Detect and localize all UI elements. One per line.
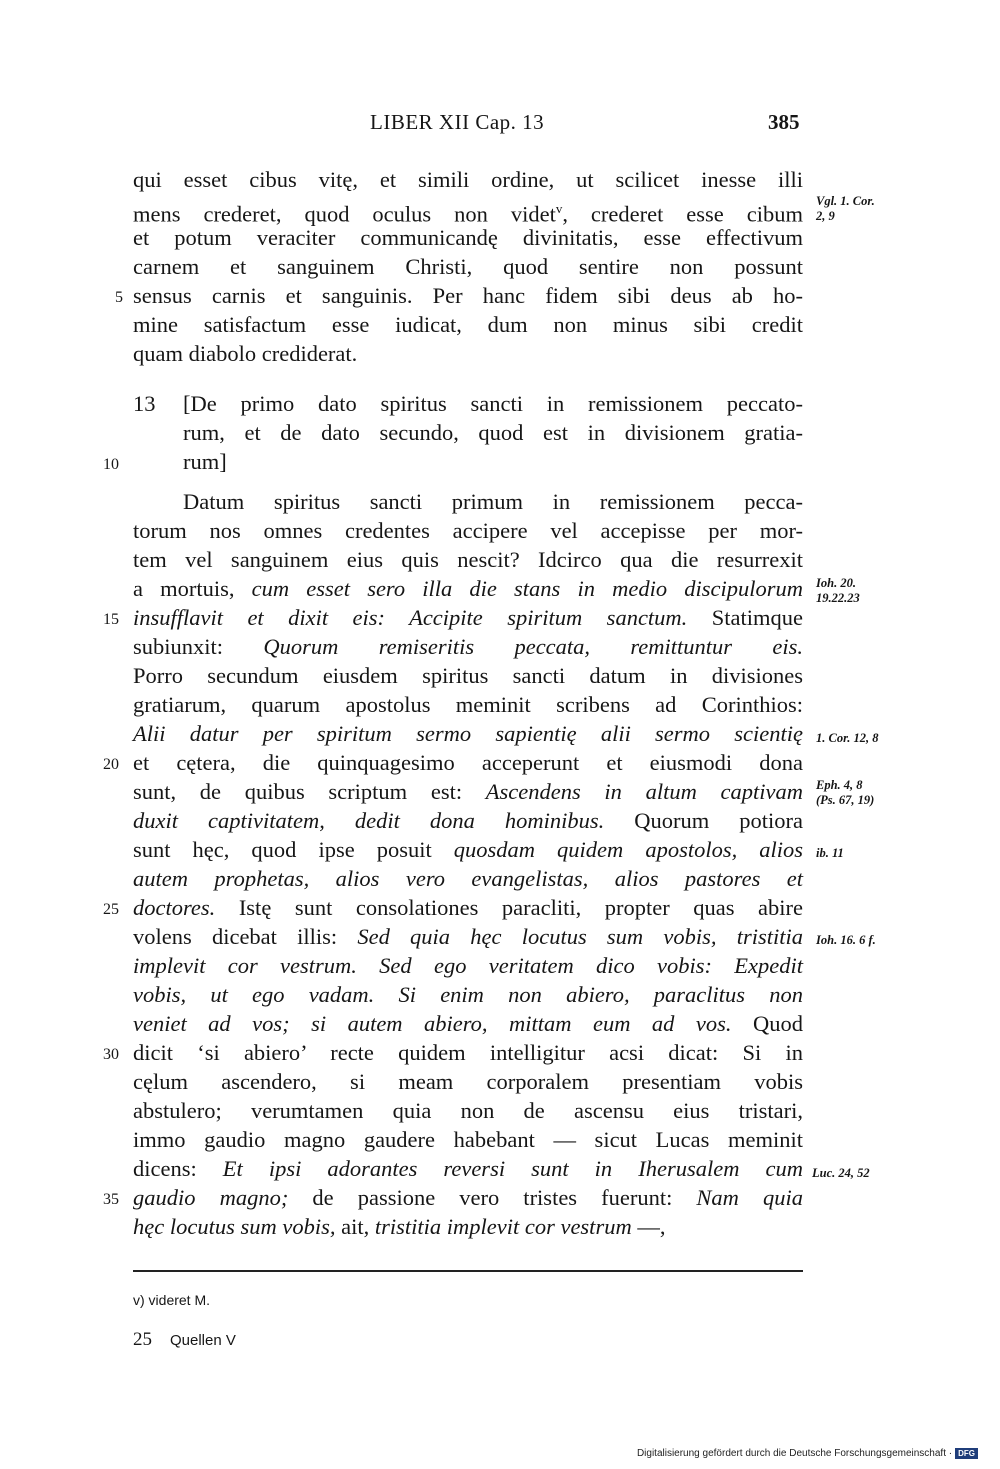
text-line: et cętera, die quinquagesimo acceperunt et eiusmodi dona <box>133 750 803 775</box>
margin-reference: Ioh. 20. 19.22.23 <box>816 576 860 605</box>
text-line: insufflavit et dixit eis: Accipite spiritum sanctum. Statimque <box>133 605 803 630</box>
text-line: quam diabolo crediderat. <box>133 341 358 366</box>
section-heading-line: rum] <box>183 449 227 474</box>
text-line: abstulero; verumtamen quia non de ascensu eius tristari, <box>133 1098 803 1123</box>
section-heading-line: [De primo dato spiritus sancti in remissionem peccato- <box>183 391 803 416</box>
text-line: mine satisfactum esse iudicat, dum non minus sibi credit <box>133 312 803 337</box>
margin-reference: 1. Cor. 12, 8 <box>816 731 879 745</box>
line-number: 20 <box>103 756 119 773</box>
text-line: doctores. Istę sunt consolationes paracliti, propter quas abire <box>133 895 803 920</box>
text-line: implevit cor vestrum. Sed ego veritatem dico vobis: Expedit <box>133 953 803 978</box>
section-number: 13 <box>133 391 156 416</box>
text-line: dicit ‘si abiero’ recte quidem intelligitur acsi dicat: Si in <box>133 1040 803 1065</box>
line-number: 30 <box>103 1046 119 1063</box>
text-line: volens dicebat illis: Sed quia hęc locutus sum vobis, tristitia <box>133 924 803 949</box>
text-line: autem prophetas, alios vero evangelistas, alios pastores et <box>133 866 803 891</box>
text-line: subiunxit: Quorum remiseritis peccata, remittuntur eis. <box>133 634 804 659</box>
text-line: dicens: Et ipsi adorantes reversi sunt in Iherusalem cum <box>133 1156 803 1181</box>
text-line: Alii datur per spiritum sermo sapientię alii sermo scientię <box>133 721 803 746</box>
signature-number: 25 <box>133 1329 152 1350</box>
text-line: sunt, de quibus scriptum est: Ascendens in altum captivam <box>133 779 803 804</box>
text-line: Porro secundum eiusdem spiritus sancti datum in divisiones <box>133 663 803 688</box>
footnote: v) videret M. <box>133 1292 211 1308</box>
margin-reference: Vgl. 1. Cor. 2, 9 <box>816 194 875 223</box>
running-header: LIBER XII Cap. 13 <box>370 110 545 134</box>
text-line: tem vel sanguinem eius quis nescit? Idcirco qua die resurrexit <box>133 547 803 572</box>
margin-reference: Ioh. 16. 6 f. <box>816 933 876 947</box>
digitization-credit <box>637 1448 978 1459</box>
line-number: 15 <box>103 611 119 628</box>
text-line: a mortuis, cum esset sero illa die stans in medio discipulorum <box>133 576 803 601</box>
text-line: qui esset cibus vitę, et simili ordine, ut scilicet inesse illi <box>133 167 803 192</box>
text-line: gaudio magno; de passione vero tristes fuerunt: Nam quia <box>133 1185 803 1210</box>
margin-reference: Luc. 24, 52 <box>812 1166 870 1180</box>
credit-text: Digitalisierung gefördert durch die Deutsche Forschungsgemeinschaft · <box>636 1448 953 1459</box>
text-line: mens crederet, quod oculus non videt$^v$, crederet esse cibum <box>133 201 803 227</box>
text-line: carnem et sanguinem Christi, quod sentire non possunt <box>133 254 803 279</box>
text-line: et potum veraciter communicandę divinitatis, esse effectivum <box>133 225 803 250</box>
text-line: cęlum ascendero, si meam corporalem presentiam vobis <box>133 1069 803 1094</box>
page-number: 385 <box>768 110 800 134</box>
signature-label: Quellen V <box>170 1332 236 1349</box>
text-line: hęc locutus sum vobis, ait, tristitia implevit cor vestrum —, <box>133 1214 666 1239</box>
line-number: 10 <box>103 456 119 473</box>
margin-reference: ib. 11 <box>816 846 844 860</box>
text-line: torum nos omnes credentes accipere vel accepisse per mor- <box>133 518 803 543</box>
text-line: sunt hęc, quod ipse posuit quosdam quidem apostolos, alios <box>133 837 803 862</box>
text-line: immo gaudio magno gaudere habebant — sicut Lucas meminit <box>133 1127 803 1152</box>
dfg-logo: DFG <box>955 1448 978 1459</box>
text-line: veniet ad vos; si autem abiero, mittam eum ad vos. Quod <box>133 1011 803 1036</box>
line-number: 5 <box>115 289 123 306</box>
footnote-divider <box>133 1270 803 1272</box>
section-heading-line: rum, et de dato secundo, quod est in divisionem gratia- <box>183 420 803 445</box>
text-line: vobis, ut ego vadam. Si enim non abiero, paraclitus non <box>133 982 803 1007</box>
text-line: sensus carnis et sanguinis. Per hanc fidem sibi deus ab ho- <box>133 283 803 308</box>
text-line: Datum spiritus sancti primum in remissionem pecca- <box>183 489 803 514</box>
text-line: duxit captivitatem, dedit dona hominibus. Quorum potiora <box>133 808 803 833</box>
line-number: 25 <box>103 901 119 918</box>
line-number: 35 <box>103 1191 119 1208</box>
margin-reference: Eph. 4, 8 (Ps. 67, 19) <box>816 778 875 807</box>
text-line: gratiarum, quarum apostolus meminit scribens ad Corinthios: <box>133 692 803 717</box>
